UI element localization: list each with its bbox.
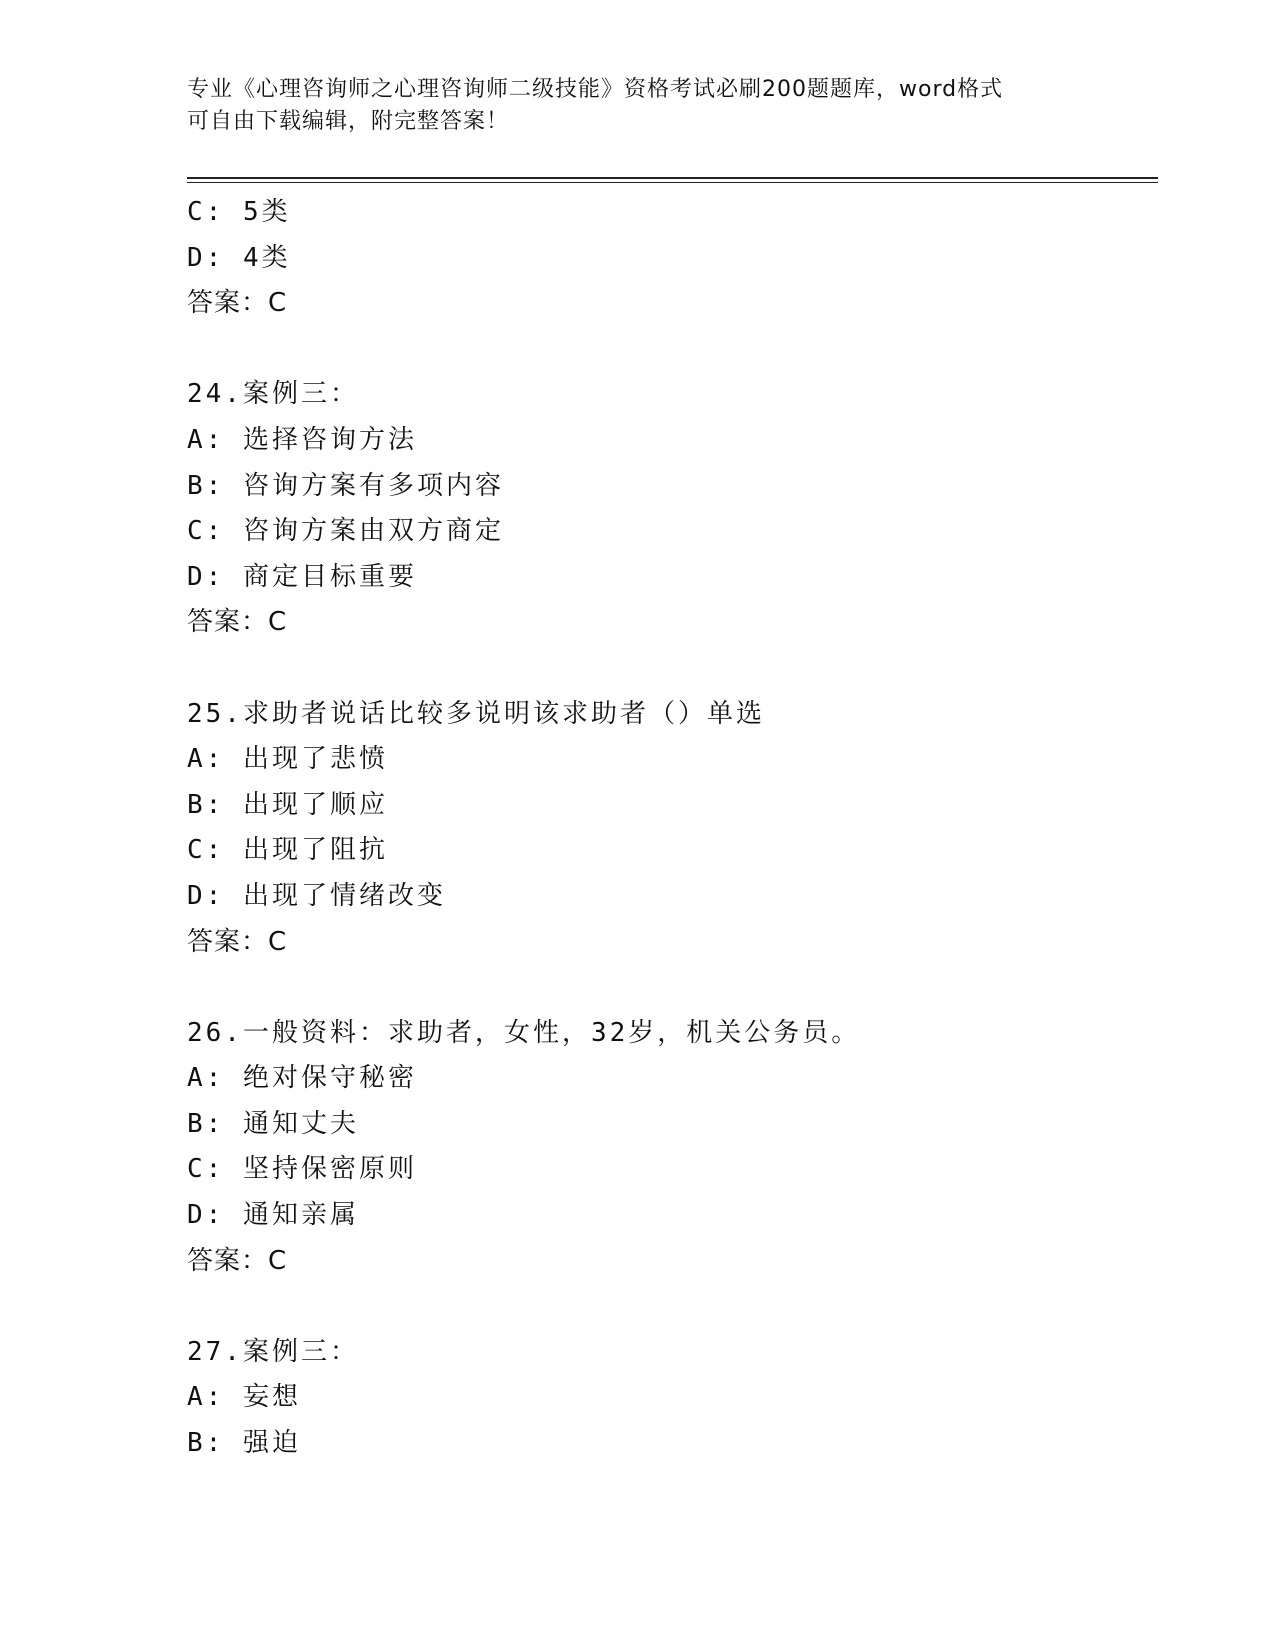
- header-divider-thick: [187, 177, 1158, 179]
- question-24: [187, 372, 1157, 646]
- question-list: [187, 190, 1157, 1467]
- option-d: D: 4类: [187, 242, 291, 273]
- option-b: B: 强迫: [187, 1428, 301, 1459]
- question-25: [187, 692, 1157, 966]
- continued-question: [187, 190, 1157, 327]
- answer-line: 答案：C: [187, 1245, 288, 1276]
- header-divider-thin: [187, 182, 1158, 183]
- option-a: A: 出现了悲愤: [187, 744, 388, 775]
- answer-line: 答案：C: [187, 926, 288, 957]
- option-a: A: 妄想: [187, 1382, 301, 1413]
- spacer: [187, 1284, 1157, 1330]
- option-c: C: 坚持保密原则: [187, 1154, 417, 1185]
- answer-line: 答案：C: [187, 288, 288, 319]
- option-b: B: 出现了顺应: [187, 789, 388, 820]
- question-title: 26.一般资料：求助者，女性，32岁，机关公务员。: [187, 1017, 861, 1048]
- option-c: C: 出现了阻抗: [187, 835, 388, 866]
- question-title: 25.求助者说话比较多说明该求助者（）单选: [187, 698, 765, 729]
- question-26: [187, 1011, 1157, 1285]
- option-d: D: 出现了情绪改变: [187, 880, 446, 911]
- question-title: 24.案例三：: [187, 379, 359, 410]
- question-title: 27.案例三：: [187, 1336, 359, 1367]
- option-c: C: 咨询方案由双方商定: [187, 516, 504, 547]
- option-d: D: 商定目标重要: [187, 561, 417, 592]
- header-line-1: 专业《心理咨询师之心理咨询师二级技能》资格考试必刷200题题库，word格式: [187, 77, 1004, 102]
- document-header: [187, 74, 1067, 138]
- option-c: C: 5类: [187, 197, 291, 227]
- option-a: A: 选择咨询方法: [187, 424, 417, 455]
- option-d: D: 通知亲属: [187, 1200, 359, 1231]
- question-27: [187, 1330, 1157, 1467]
- spacer: [187, 965, 1157, 1011]
- header-line-2: 可自由下载编辑，附完整答案！: [187, 109, 510, 134]
- option-b: B: 咨询方案有多项内容: [187, 470, 504, 501]
- spacer: [187, 327, 1157, 373]
- answer-line: 答案：C: [187, 607, 288, 638]
- option-b: B: 通知丈夫: [187, 1108, 359, 1139]
- spacer: [187, 646, 1157, 692]
- option-a: A: 绝对保守秘密: [187, 1063, 417, 1094]
